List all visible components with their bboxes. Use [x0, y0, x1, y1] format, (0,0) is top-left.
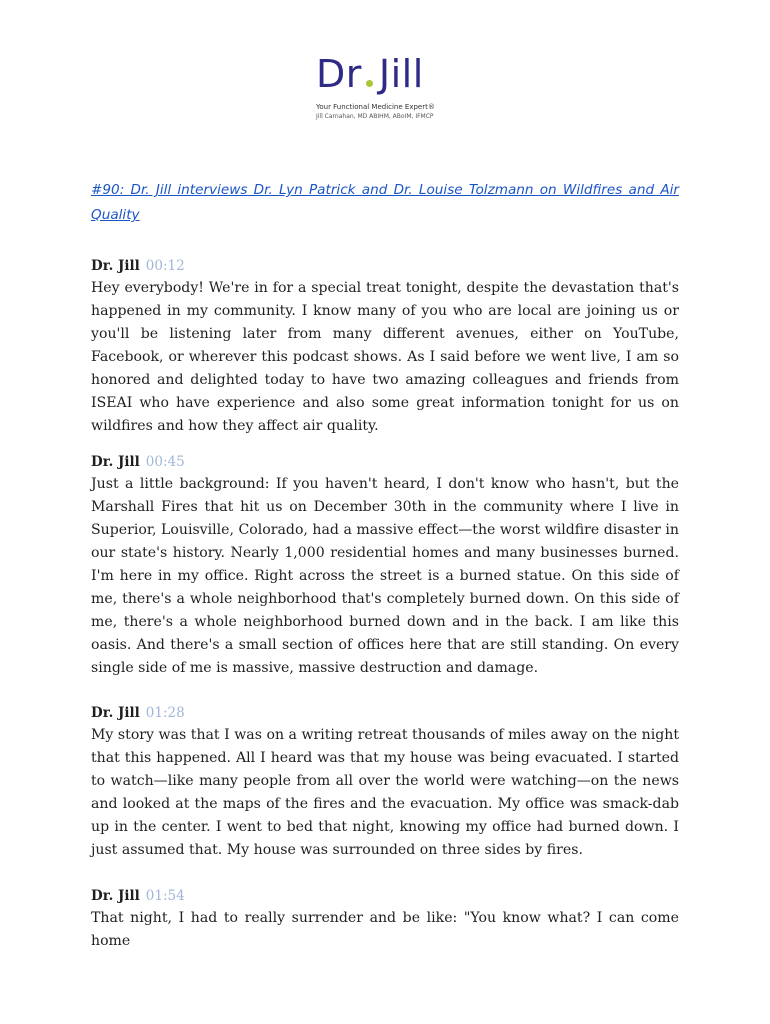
segment-header — [91, 255, 679, 277]
episode-title-link[interactable]: #90: Dr. Jill interviews Dr. Lyn Patrick and Dr. Louise Tolzmann on Wildfires and Air Quality — [91, 182, 679, 223]
logo-wordmark — [316, 50, 486, 98]
speaker-name: Dr. Jill — [91, 454, 140, 470]
timestamp: 00:12 — [145, 258, 185, 274]
logo-credentials: Jill Carnahan, MD ABIHM, ABoIM, IFMCP — [316, 113, 434, 120]
timestamp: 00:45 — [145, 454, 185, 470]
transcript-segment — [91, 255, 679, 438]
speaker-name: Dr. Jill — [91, 705, 140, 721]
segment-text: Hey everybody! We're in for a special treat tonight, despite the devastation that's happened in my community. I know many of you who are local are joining us or you'll be listening later from many different avenues, either on YouTube, Facebook, or wherever this podcast shows. As I said before we went live, I am so honored and delighted today to have two amazing colleagues and friends from ISEAI who have experience and also some great information tonight for us on wildfires and how they affect air quality. — [91, 280, 679, 434]
transcript-segment — [91, 885, 679, 953]
timestamp: 01:54 — [145, 888, 185, 904]
segment-text: My story was that I was on a writing retreat thousands of miles away on the night that this happened. All I heard was that my house was being evacuated. I started to watch—like many people from all over the world were watching—on the news and looked at the maps of the fires and the evacuation. My office was smack-dab up in the center. I went to bed that night, knowing my office had burned down. I just assumed that. My house was surrounded on three sides by fires. — [91, 727, 679, 858]
speaker-name: Dr. Jill — [91, 888, 140, 904]
speaker-name: Dr. Jill — [91, 258, 140, 274]
logo-tagline: Your Functional Medicine Expert® — [316, 103, 435, 111]
segment-text: Just a little background: If you haven't heard, I don't know who hasn't, but the Marshall Fires that hit us on December 30th in the community where I live in Superior, Louisville, Colorado, had a massive effect—the worst wildfire disaster in our state's history. Nearly 1,000 residential homes and many businesses burned. I'm here in my office. Right across the street is a burned statue. On this side of me, there's a whole neighborhood that's completely burned down. On this side of me, there's a whole neighborhood burned down and in the back. I am like this oasis. And there's a small section of offices here that are still standing. On every single side of me is massive, massive destruction and damage. — [91, 476, 679, 676]
timestamp: 01:28 — [145, 705, 185, 721]
logo-dot-icon — [366, 80, 373, 87]
dr-jill-logo — [316, 50, 486, 121]
logo-name-right: Jill — [378, 52, 424, 96]
segment-header — [91, 451, 679, 473]
segment-header — [91, 702, 679, 724]
transcript-segment — [91, 702, 679, 862]
transcript-segment — [91, 451, 679, 680]
segment-header — [91, 885, 679, 907]
segment-text: That night, I had to really surrender and be like: "You know what? I can come home — [91, 910, 679, 949]
logo-name-left: Dr — [316, 52, 362, 96]
